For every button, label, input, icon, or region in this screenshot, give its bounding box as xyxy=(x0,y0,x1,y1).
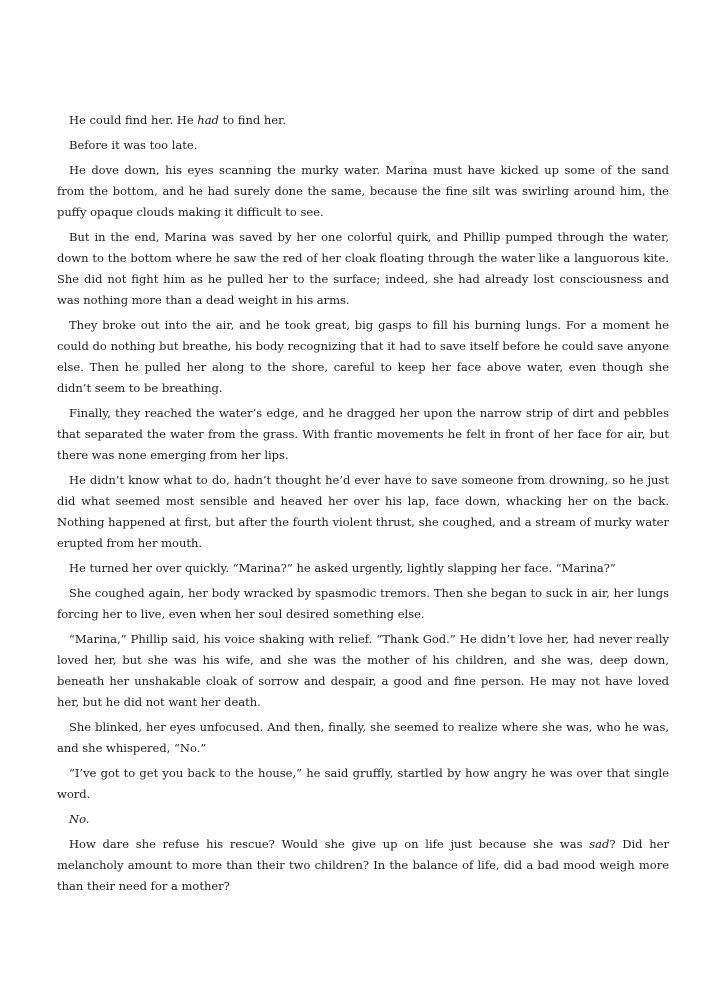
paragraph xyxy=(57,763,669,805)
paragraph xyxy=(57,110,669,131)
paragraph xyxy=(57,809,669,830)
paragraph xyxy=(57,629,669,713)
text-run: He dove down, his eyes scanning the murky water. Marina must have kicked up some of the sand from the bottom, and he had surely done the same, because the fine silt was swirling around him, the puffy opaque clouds making it difficult to see. xyxy=(57,163,669,219)
paragraph xyxy=(57,717,669,759)
emphasis-text: had xyxy=(197,113,219,127)
text-run: He could find her. He xyxy=(69,113,198,127)
paragraph xyxy=(57,403,669,466)
text-run: She coughed again, her body wracked by spasmodic tremors. Then she began to suck in air, her lungs forcing her to live, even when her soul desired something else. xyxy=(57,586,669,621)
paragraph xyxy=(57,558,669,579)
text-run: How dare she refuse his rescue? Would she give up on life just because she was xyxy=(69,837,590,851)
text-run: Before it was too late. xyxy=(69,138,198,152)
paragraph xyxy=(57,227,669,311)
page-body xyxy=(57,110,669,901)
paragraph xyxy=(57,834,669,897)
paragraph xyxy=(57,160,669,223)
text-run: She blinked, her eyes unfocused. And then, finally, she seemed to realize where she was, who he was, and she whispered, “No.” xyxy=(57,720,669,755)
text-run: “Marina,” Phillip said, his voice shaking with relief. “Thank God.” He didn’t love her, had never really loved her, but she was his wife, and she was the mother of his children, and she was, deep down, beneath her unshakable cloak of sorrow and despair, a good and fine person. He may not have loved her, but he did not want her death. xyxy=(57,632,669,709)
text-run: They broke out into the air, and he took great, big gasps to fill his burning lungs. For a moment he could do nothing but breathe, his body recognizing that it had to save itself before he could save anyone else. Then he pulled her along to the shore, careful to keep her face above water, even though she didn’t seem to be breathing. xyxy=(57,318,669,395)
paragraph xyxy=(57,583,669,625)
text-run: But in the end, Marina was saved by her one colorful quirk, and Phillip pumped through the water, down to the bottom where he saw the red of her cloak floating through the water like a languorous kite. She did not fight him as he pulled her to the surface; indeed, she had already lost consciousness and was nothing more than a dead weight in his arms. xyxy=(57,230,669,307)
text-run: ? Did her melancholy amount to more than their two children? In the balance of life, did a bad mood weigh more than their need for a mother? xyxy=(57,837,669,893)
text-run: He turned her over quickly. “Marina?” he asked urgently, lightly slapping her face. “Marina?” xyxy=(69,561,616,575)
emphasis-text: sad xyxy=(589,837,610,851)
paragraph xyxy=(57,135,669,156)
text-run: to find her. xyxy=(218,113,286,127)
paragraph xyxy=(57,315,669,399)
text-run: “I’ve got to get you back to the house,” he said gruffly, startled by how angry he was over that single word. xyxy=(57,766,669,801)
paragraph xyxy=(57,470,669,554)
text-run: He didn’t know what to do, hadn’t thought he’d ever have to save someone from drowning, so he just did what seemed most sensible and heaved her over his lap, face down, whacking her on the back. Nothing happened at first, but after the fourth violent thrust, she coughed, and a stream of murky water erupted from her mouth. xyxy=(57,473,669,550)
text-run: Finally, they reached the water’s edge, and he dragged her upon the narrow strip of dirt and pebbles that separated the water from the grass. With frantic movements he felt in front of her face for air, but there was none emerging from her lips. xyxy=(57,406,669,462)
emphasis-text: No. xyxy=(69,812,90,826)
